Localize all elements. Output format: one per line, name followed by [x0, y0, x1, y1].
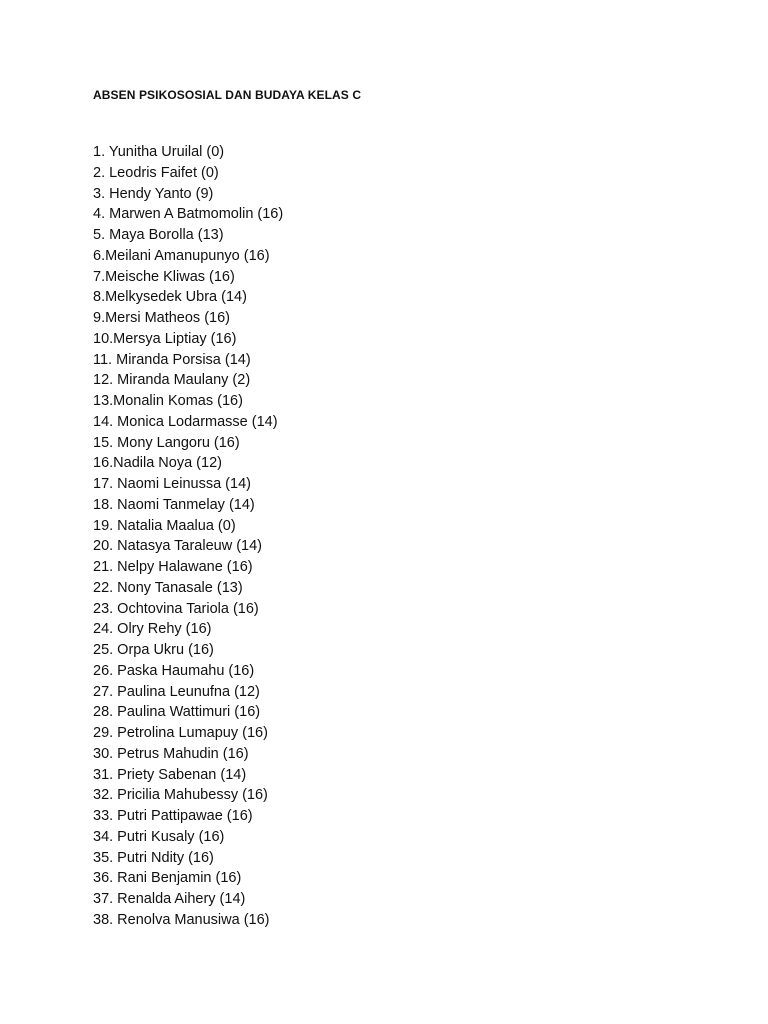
- list-item: 6.Meilani Amanupunyo (16): [93, 247, 270, 264]
- list-item: 35. Putri Ndity (16): [93, 849, 214, 866]
- list-item: 21. Nelpy Halawane (16): [93, 559, 253, 575]
- list-item: 12. Miranda Maulany (2): [93, 372, 251, 389]
- list-item: 37. Renalda Aihery (14): [93, 891, 246, 907]
- list-item: 5. Maya Borolla (13): [93, 227, 224, 243]
- list-item: 28. Paulina Wattimuri (16): [93, 704, 261, 721]
- list-item: 33. Putri Pattipawae (16): [93, 808, 253, 824]
- list-item: 15. Mony Langoru (16): [93, 434, 240, 451]
- list-item: 29. Petrolina Lumapuy (16): [93, 725, 268, 741]
- list-item: 34. Putri Kusaly (16): [93, 828, 225, 845]
- list-item: 11. Miranda Porsisa (14): [93, 351, 251, 368]
- list-item: 25. Orpa Ukru (16): [93, 642, 214, 658]
- list-item: 31. Priety Sabenan (14): [93, 766, 247, 783]
- list-item: 30. Petrus Mahudin (16): [93, 745, 249, 762]
- list-item: 1. Yunitha Uruilal (0): [93, 144, 225, 160]
- list-item: 36. Rani Benjamin (16): [93, 870, 242, 887]
- list-item: 20. Natasya Taraleuw (14): [93, 538, 262, 555]
- list-item: 23. Ochtovina Tariola (16): [93, 600, 259, 617]
- list-item: 24. Olry Rehy (16): [93, 621, 212, 638]
- list-item: 26. Paska Haumahu (16): [93, 662, 255, 679]
- document-title: ABSEN PSIKOSOSIAL DAN BUDAYA KELAS C: [93, 88, 362, 102]
- list-item: 18. Naomi Tanmelay (14): [93, 496, 255, 513]
- list-item: 7.Meische Kliwas (16): [93, 268, 235, 285]
- list-item: 9.Mersi Matheos (16): [93, 310, 230, 326]
- list-item: 19. Natalia Maalua (0): [93, 517, 236, 534]
- list-item: 32. Pricilia Mahubessy (16): [93, 787, 268, 804]
- attendance-list: [93, 142, 283, 931]
- list-item: 22. Nony Tanasale (13): [93, 579, 243, 596]
- list-item: 27. Paulina Leunufna (12): [93, 683, 260, 700]
- list-item: 10.Mersya Liptiay (16): [93, 330, 237, 347]
- list-item: 14. Monica Lodarmasse (14): [93, 413, 278, 430]
- list-item: 2. Leodris Faifet (0): [93, 164, 219, 181]
- list-item: 4. Marwen A Batmomolin (16): [93, 206, 284, 223]
- list-item: 16.Nadila Noya (12): [93, 455, 222, 472]
- list-item: 8.Melkysedek Ubra (14): [93, 289, 247, 306]
- list-item: 17. Naomi Leinussa (14): [93, 476, 251, 492]
- list-item: 3. Hendy Yanto (9): [93, 185, 214, 202]
- list-item: 13.Monalin Komas (16): [93, 393, 243, 409]
- list-item: 38. Renolva Manusiwa (16): [93, 911, 270, 928]
